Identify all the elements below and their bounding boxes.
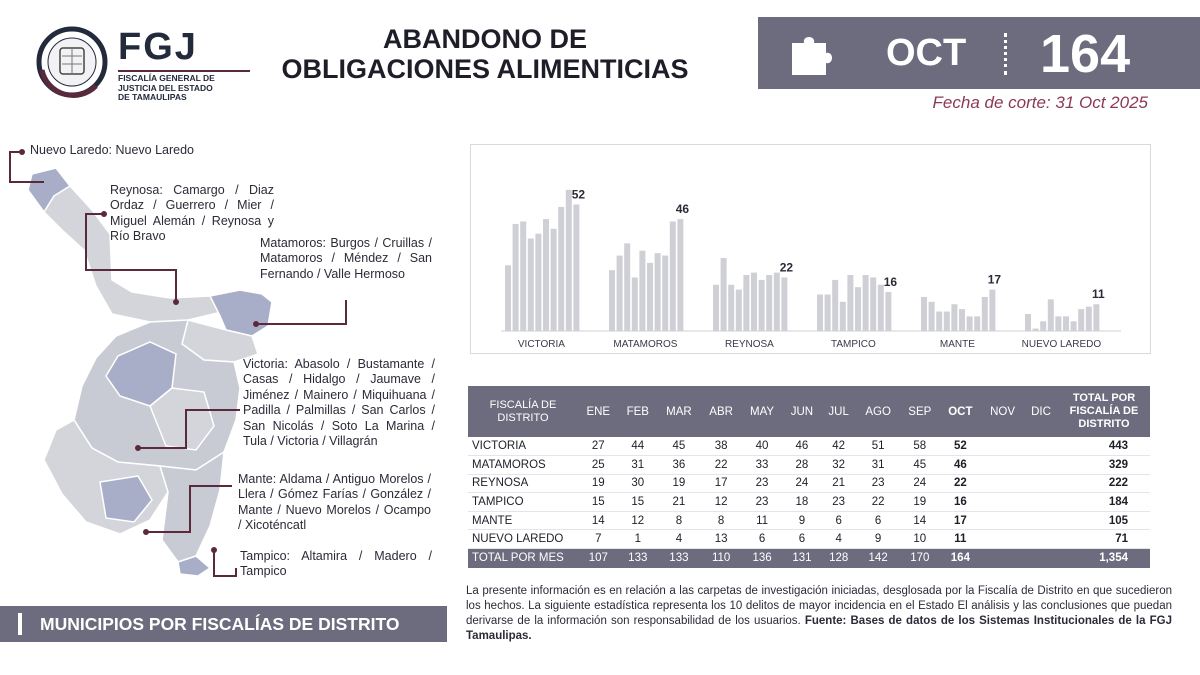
table-cell: 15 bbox=[619, 493, 657, 512]
district-total: 71 bbox=[1058, 530, 1150, 549]
table-cell: 4 bbox=[657, 530, 701, 549]
header-month: AGO bbox=[856, 386, 900, 437]
table-cell bbox=[1024, 530, 1058, 549]
bar-tampico-ago bbox=[870, 277, 876, 331]
header-month-current: OCT bbox=[940, 386, 982, 437]
header-total-line: FISCALÍA DE bbox=[1069, 405, 1139, 417]
note-text: La presente información es en relación a las carpetas de investigación iniciadas, desglosada por la Fiscalía de Distrito en que sucedieron los hechos. La siguiente estadística representa los 10 delitos de mayor incidencia en el Estado El análisis y las conclusiones que puedan derivarse de la información son responsabilidad de los usuarios. bbox=[466, 585, 1172, 627]
bar-victoria-sep bbox=[566, 190, 572, 331]
table-cell: 38 bbox=[701, 437, 742, 456]
header-month: DIC bbox=[1024, 386, 1058, 437]
table-row bbox=[468, 437, 1150, 456]
bar-tampico-mar bbox=[832, 280, 838, 331]
table-cell: 18 bbox=[783, 493, 821, 512]
bar-victoria-may bbox=[535, 234, 541, 331]
table-cell: 6 bbox=[821, 511, 856, 530]
table-cell: 36 bbox=[657, 456, 701, 475]
header-month: MAY bbox=[741, 386, 782, 437]
map-section-title-bar bbox=[0, 606, 447, 642]
table-cell: 15 bbox=[578, 493, 619, 512]
category-label: NUEVO LAREDO bbox=[1021, 339, 1102, 350]
table-cell bbox=[1024, 456, 1058, 475]
table-cell: 17 bbox=[701, 474, 742, 493]
bar-nuevo-laredo-sep bbox=[1086, 307, 1092, 331]
footer-cell: 110 bbox=[701, 549, 742, 568]
table-cell: 21 bbox=[821, 474, 856, 493]
table-cell: 44 bbox=[619, 437, 657, 456]
header-month: FEB bbox=[619, 386, 657, 437]
connector-dot bbox=[253, 321, 259, 327]
header-month: JUN bbox=[783, 386, 821, 437]
table-row bbox=[468, 511, 1150, 530]
district-total: 105 bbox=[1058, 511, 1150, 530]
bar-tampico-sep bbox=[878, 285, 884, 331]
table-cell: 40 bbox=[741, 437, 782, 456]
page-title bbox=[240, 24, 730, 84]
category-label: MATAMOROS bbox=[613, 339, 678, 350]
table-footer-row bbox=[468, 549, 1150, 568]
data-label: 16 bbox=[883, 275, 898, 290]
disclaimer-note bbox=[466, 584, 1172, 644]
logo-name-line: FISCALÍA GENERAL DE bbox=[118, 73, 215, 83]
footer-cell: 107 bbox=[578, 549, 619, 568]
data-label: 46 bbox=[675, 202, 690, 217]
bar-mante-jul bbox=[967, 316, 973, 331]
bar-nuevo-laredo-ene bbox=[1025, 314, 1031, 331]
data-label: 11 bbox=[1092, 287, 1105, 302]
district-month-table bbox=[468, 386, 1150, 568]
table-cell: 24 bbox=[783, 474, 821, 493]
district-name: VICTORIA bbox=[468, 437, 578, 456]
district-name: NUEVO LAREDO bbox=[468, 530, 578, 549]
table-cell-current: 22 bbox=[940, 474, 982, 493]
puzzle-icon bbox=[788, 31, 838, 77]
table-row bbox=[468, 493, 1150, 512]
table-cell: 10 bbox=[900, 530, 939, 549]
bar-nuevo-laredo-jul bbox=[1071, 321, 1077, 331]
connector-dot bbox=[101, 211, 107, 217]
bar-matamoros-ago bbox=[662, 256, 668, 331]
map-label-nuevo-laredo: Nuevo Laredo: Nuevo Laredo bbox=[30, 143, 195, 157]
header-month: ENE bbox=[578, 386, 619, 437]
bar-mante-abr bbox=[944, 312, 950, 331]
table-cell: 24 bbox=[900, 474, 939, 493]
bar-matamoros-jul bbox=[655, 253, 661, 331]
bar-mante-jun bbox=[959, 309, 965, 331]
bar-reynosa-abr bbox=[736, 290, 742, 331]
connector-dot bbox=[19, 149, 25, 155]
bar-matamoros-ene bbox=[609, 270, 615, 331]
table-cell: 30 bbox=[619, 474, 657, 493]
bar-nuevo-laredo-oct bbox=[1093, 304, 1099, 331]
logo-divider bbox=[118, 70, 250, 72]
table-cell: 14 bbox=[578, 511, 619, 530]
bar-nuevo-laredo-jun bbox=[1063, 316, 1069, 331]
table-cell: 27 bbox=[578, 437, 619, 456]
table-cell: 21 bbox=[657, 493, 701, 512]
bar-mante-ago bbox=[974, 316, 980, 331]
table-cell: 28 bbox=[783, 456, 821, 475]
logo-institution-name bbox=[118, 74, 258, 103]
table-cell bbox=[1024, 437, 1058, 456]
chart-panel bbox=[470, 144, 1151, 354]
table-cell bbox=[981, 456, 1024, 475]
badge-total: 164 bbox=[1040, 24, 1131, 84]
district-total: 222 bbox=[1058, 474, 1150, 493]
bar-tampico-jun bbox=[855, 287, 861, 331]
table-cell bbox=[1024, 493, 1058, 512]
bar-nuevo-laredo-ago bbox=[1078, 309, 1084, 331]
header-district bbox=[468, 386, 578, 437]
category-label: VICTORIA bbox=[517, 339, 565, 350]
table-cell bbox=[981, 493, 1024, 512]
logo-name-line: DE TAMAULIPAS bbox=[118, 92, 187, 102]
table-cell: 31 bbox=[619, 456, 657, 475]
bar-matamoros-mar bbox=[624, 243, 630, 331]
bar-victoria-ago bbox=[558, 207, 564, 331]
bar-reynosa-ago bbox=[766, 275, 772, 331]
bar-mante-mar bbox=[936, 312, 942, 331]
table-cell: 45 bbox=[657, 437, 701, 456]
bar-mante-ene bbox=[921, 297, 927, 331]
district-name: TAMPICO bbox=[468, 493, 578, 512]
footer-cell: 136 bbox=[741, 549, 782, 568]
badge-separator bbox=[1004, 33, 1007, 75]
table-cell-current: 46 bbox=[940, 456, 982, 475]
title-line: ABANDONO DE bbox=[382, 24, 587, 54]
table-cell bbox=[981, 530, 1024, 549]
bar-mante-sep bbox=[982, 297, 988, 331]
header-total-line: TOTAL POR bbox=[1072, 392, 1136, 404]
bar-victoria-abr bbox=[528, 239, 534, 331]
bar-tampico-jul bbox=[863, 275, 869, 331]
table-cell bbox=[981, 511, 1024, 530]
category-label: MANTE bbox=[939, 339, 975, 350]
table-cell: 7 bbox=[578, 530, 619, 549]
footer-cell: 128 bbox=[821, 549, 856, 568]
bar-mante-oct bbox=[989, 290, 995, 331]
header-month: MAR bbox=[657, 386, 701, 437]
table-cell: 51 bbox=[856, 437, 900, 456]
header-month: ABR bbox=[701, 386, 742, 437]
title-bar-accent bbox=[18, 613, 22, 635]
bar-matamoros-jun bbox=[647, 263, 653, 331]
header-month: JUL bbox=[821, 386, 856, 437]
bar-matamoros-abr bbox=[632, 277, 638, 331]
district-name: MATAMOROS bbox=[468, 456, 578, 475]
table-cell: 11 bbox=[741, 511, 782, 530]
bar-nuevo-laredo-may bbox=[1055, 316, 1061, 331]
footer-cell bbox=[981, 549, 1024, 568]
connector-dot bbox=[135, 445, 141, 451]
bar-victoria-feb bbox=[513, 224, 519, 331]
footer-cell: 133 bbox=[657, 549, 701, 568]
bar-nuevo-laredo-mar bbox=[1040, 321, 1046, 331]
table-cell: 6 bbox=[741, 530, 782, 549]
bar-reynosa-may bbox=[743, 275, 749, 331]
bar-reynosa-feb bbox=[721, 258, 727, 331]
fgj-logo bbox=[36, 26, 236, 106]
table-cell-current: 16 bbox=[940, 493, 982, 512]
district-total: 184 bbox=[1058, 493, 1150, 512]
table-cell: 9 bbox=[783, 511, 821, 530]
header-month: NOV bbox=[981, 386, 1024, 437]
bar-mante-may bbox=[951, 304, 957, 331]
bar-reynosa-ene bbox=[713, 285, 719, 331]
bar-victoria-mar bbox=[520, 222, 526, 332]
bar-mante-feb bbox=[929, 302, 935, 331]
connector-tampico bbox=[214, 550, 236, 576]
data-label: 22 bbox=[779, 260, 794, 275]
table-cell: 14 bbox=[900, 511, 939, 530]
map-section-title: MUNICIPIOS POR FISCALÍAS DE DISTRITO bbox=[40, 614, 400, 634]
map-label-tampico: Tampico: Altamira / Madero / Tampico bbox=[240, 549, 432, 579]
badge-month: OCT bbox=[886, 32, 967, 74]
district-name: MANTE bbox=[468, 511, 578, 530]
table-cell: 12 bbox=[701, 493, 742, 512]
bar-victoria-jun bbox=[543, 219, 549, 331]
map-label-mante: Mante: Aldama / Antiguo Morelos / Llera / Gómez Farías / González / Mante / Nuevo Morelos / Ocampo / Xicoténcatl bbox=[238, 472, 431, 533]
footer-cell: 133 bbox=[619, 549, 657, 568]
table-cell: 45 bbox=[900, 456, 939, 475]
header-district-line: FISCALÍA DE bbox=[489, 398, 557, 411]
table-cell: 32 bbox=[821, 456, 856, 475]
bar-tampico-ene bbox=[817, 295, 823, 332]
bar-matamoros-oct bbox=[677, 219, 683, 331]
bar-tampico-feb bbox=[825, 295, 831, 332]
bar-matamoros-feb bbox=[617, 256, 623, 331]
table-cell-current: 17 bbox=[940, 511, 982, 530]
table-cell-current: 11 bbox=[940, 530, 982, 549]
bar-tampico-oct bbox=[885, 292, 891, 331]
map-label-matamoros: Matamoros: Burgos / Cruillas / Matamoros / Méndez / San Fernando / Valle Hermoso bbox=[260, 236, 432, 281]
table-cell: 13 bbox=[701, 530, 742, 549]
bar-nuevo-laredo-abr bbox=[1048, 299, 1054, 331]
table-header-row bbox=[468, 386, 1150, 437]
map-label-victoria: Victoria: Abasolo / Bustamante / Casas / Hidalgo / Jaumave / Jiménez / Mainero / Miquihuana / Padilla / Palmillas / San Carlos / San Nicolás / Soto La Marina / Tula / Victoria / Villagrán bbox=[243, 357, 435, 449]
footer-label: TOTAL POR MES bbox=[468, 549, 578, 568]
table-cell: 19 bbox=[578, 474, 619, 493]
bar-reynosa-oct bbox=[781, 277, 787, 331]
table-row bbox=[468, 530, 1150, 549]
table-cell bbox=[1024, 474, 1058, 493]
table-cell: 23 bbox=[821, 493, 856, 512]
seal-icon bbox=[36, 26, 108, 98]
bar-victoria-oct bbox=[573, 204, 579, 331]
connector-dot bbox=[143, 529, 149, 535]
category-label: REYNOSA bbox=[724, 339, 774, 350]
footer-grand-total: 1,354 bbox=[1058, 549, 1150, 568]
data-label: 52 bbox=[571, 187, 586, 202]
connector-dot bbox=[211, 547, 217, 553]
footer-cell: 170 bbox=[900, 549, 939, 568]
bar-matamoros-may bbox=[639, 251, 645, 331]
table-cell: 22 bbox=[856, 493, 900, 512]
bar-matamoros-sep bbox=[670, 222, 676, 332]
table-cell: 12 bbox=[619, 511, 657, 530]
logo-name-line: JUSTICIA DEL ESTADO bbox=[118, 82, 213, 93]
month-total-badge bbox=[758, 17, 1200, 89]
connector-dot bbox=[173, 299, 179, 305]
table-cell: 19 bbox=[657, 474, 701, 493]
header-district-line: DISTRITO bbox=[497, 411, 549, 424]
map-label-reynosa: Reynosa: Camargo / Diaz Ordaz / Guerrero / Mier / Miguel Alemán / Reynosa y Río Bravo bbox=[110, 183, 274, 244]
table-cell-current: 52 bbox=[940, 437, 982, 456]
table-cell: 31 bbox=[856, 456, 900, 475]
bar-tampico-abr bbox=[840, 302, 846, 331]
footer-cell: 131 bbox=[783, 549, 821, 568]
table-row bbox=[468, 456, 1150, 475]
table-cell bbox=[981, 474, 1024, 493]
table-cell: 8 bbox=[657, 511, 701, 530]
bar-reynosa-jul bbox=[759, 280, 765, 331]
footer-cell-current: 164 bbox=[940, 549, 982, 568]
logo-acronym: FGJ bbox=[118, 26, 198, 68]
bar-victoria-ene bbox=[505, 265, 511, 331]
footer-cell: 142 bbox=[856, 549, 900, 568]
table-cell: 58 bbox=[900, 437, 939, 456]
note-source: Fuente: Bases de datos de los Sistemas Institucionales de la FGJ Tamaulipas. bbox=[466, 615, 1172, 642]
table-cell: 23 bbox=[741, 493, 782, 512]
table-cell: 1 bbox=[619, 530, 657, 549]
table-cell bbox=[1024, 511, 1058, 530]
header-total-line: DISTRITO bbox=[1078, 418, 1130, 430]
footer-cell bbox=[1024, 549, 1058, 568]
bar-victoria-jul bbox=[551, 229, 557, 331]
bar-reynosa-sep bbox=[774, 273, 780, 331]
table-cell: 25 bbox=[578, 456, 619, 475]
table-cell bbox=[981, 437, 1024, 456]
header-total bbox=[1058, 386, 1150, 437]
table-cell: 9 bbox=[856, 530, 900, 549]
bar-reynosa-mar bbox=[728, 285, 734, 331]
table-cell: 46 bbox=[783, 437, 821, 456]
title-line: OBLIGACIONES ALIMENTICIAS bbox=[281, 54, 689, 84]
category-label: TAMPICO bbox=[830, 339, 876, 350]
table-row bbox=[468, 474, 1150, 493]
header-month: SEP bbox=[900, 386, 939, 437]
table-cell: 6 bbox=[783, 530, 821, 549]
table-cell: 6 bbox=[856, 511, 900, 530]
bar-reynosa-jun bbox=[751, 273, 757, 331]
table-cell: 19 bbox=[900, 493, 939, 512]
table-cell: 22 bbox=[701, 456, 742, 475]
bar-tampico-may bbox=[847, 275, 853, 331]
district-total: 443 bbox=[1058, 437, 1150, 456]
table-cell: 4 bbox=[821, 530, 856, 549]
district-name: REYNOSA bbox=[468, 474, 578, 493]
table-cell: 42 bbox=[821, 437, 856, 456]
cutoff-date: Fecha de corte: 31 Oct 2025 bbox=[932, 93, 1148, 112]
data-label: 17 bbox=[987, 272, 1002, 287]
monthly-bar-chart bbox=[471, 145, 1150, 353]
table-cell: 23 bbox=[856, 474, 900, 493]
district-total: 329 bbox=[1058, 456, 1150, 475]
bar-nuevo-laredo-feb bbox=[1033, 329, 1039, 331]
table-cell: 8 bbox=[701, 511, 742, 530]
table-cell: 33 bbox=[741, 456, 782, 475]
table-cell: 23 bbox=[741, 474, 782, 493]
